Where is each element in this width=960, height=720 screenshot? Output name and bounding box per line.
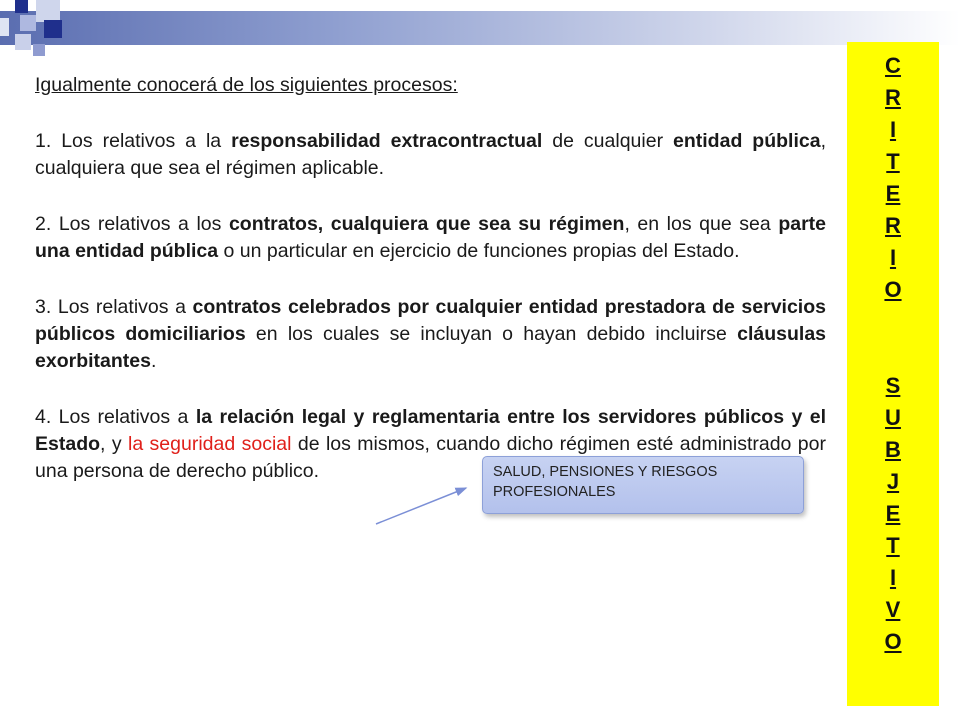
side-letter: R <box>885 85 901 110</box>
side-letter: R <box>885 213 901 238</box>
text-run: , en los que sea <box>624 213 779 235</box>
text-run: . <box>150 350 157 372</box>
heading: Igualmente conocerá de los siguientes procesos: <box>35 74 458 96</box>
text-run: en los cuales se incluyan o hayan debido incluirse <box>245 323 738 345</box>
side-letter: C <box>885 53 901 78</box>
side-letter: S <box>885 373 901 398</box>
text-run: 1. Los relativos a la <box>35 130 232 152</box>
side-letter: I <box>889 245 897 270</box>
text-run: contratos, cualquiera que sea su régimen <box>228 213 625 235</box>
text-run: 4. Los relativos a <box>35 406 196 428</box>
text-run: , cualquiera que sea el régimen aplicable. <box>35 130 826 179</box>
callout-box: SALUD, PENSIONES Y RIESGOS PROFESIONALES <box>482 456 804 514</box>
text-run: de los mismos, cuando dicho régimen esté administrado por una persona de derecho público. <box>35 433 826 482</box>
text-run: responsabilidad extracontractual <box>231 130 543 152</box>
side-letter: I <box>889 565 897 590</box>
side-letter: J <box>886 469 900 494</box>
side-letter: B <box>885 437 901 462</box>
text-run: 3. Los relativos a <box>35 296 193 318</box>
criterio-subjetivo-banner <box>847 42 939 706</box>
text-run: o un particular en ejercicio de funciones propias del Estado. <box>218 240 740 262</box>
side-letter: O <box>884 629 902 654</box>
side-letter: E <box>885 181 901 206</box>
text-run: entidad pública <box>673 130 821 152</box>
side-letter: T <box>886 533 900 558</box>
side-letter: V <box>885 597 901 622</box>
text-run: , y <box>100 433 128 455</box>
side-letter: U <box>885 405 901 430</box>
text-run: contratos celebrados por cualquier entidad prestadora de servicios públicos domiciliarios <box>35 296 826 345</box>
text-run: de cualquier <box>542 130 674 152</box>
text-run: parte una entidad pública <box>35 213 826 262</box>
side-letter: E <box>885 501 901 526</box>
text-run: la relación legal y reglamentaria entre los servidores públicos y el Estado <box>35 406 826 455</box>
text-run: 2. Los relativos a los <box>35 213 229 235</box>
side-letter: T <box>886 149 900 174</box>
text-run: la seguridad social <box>127 433 292 455</box>
side-letter: I <box>889 117 897 142</box>
side-letter: O <box>884 277 902 302</box>
text-run: cláusulas exorbitantes <box>35 323 827 372</box>
